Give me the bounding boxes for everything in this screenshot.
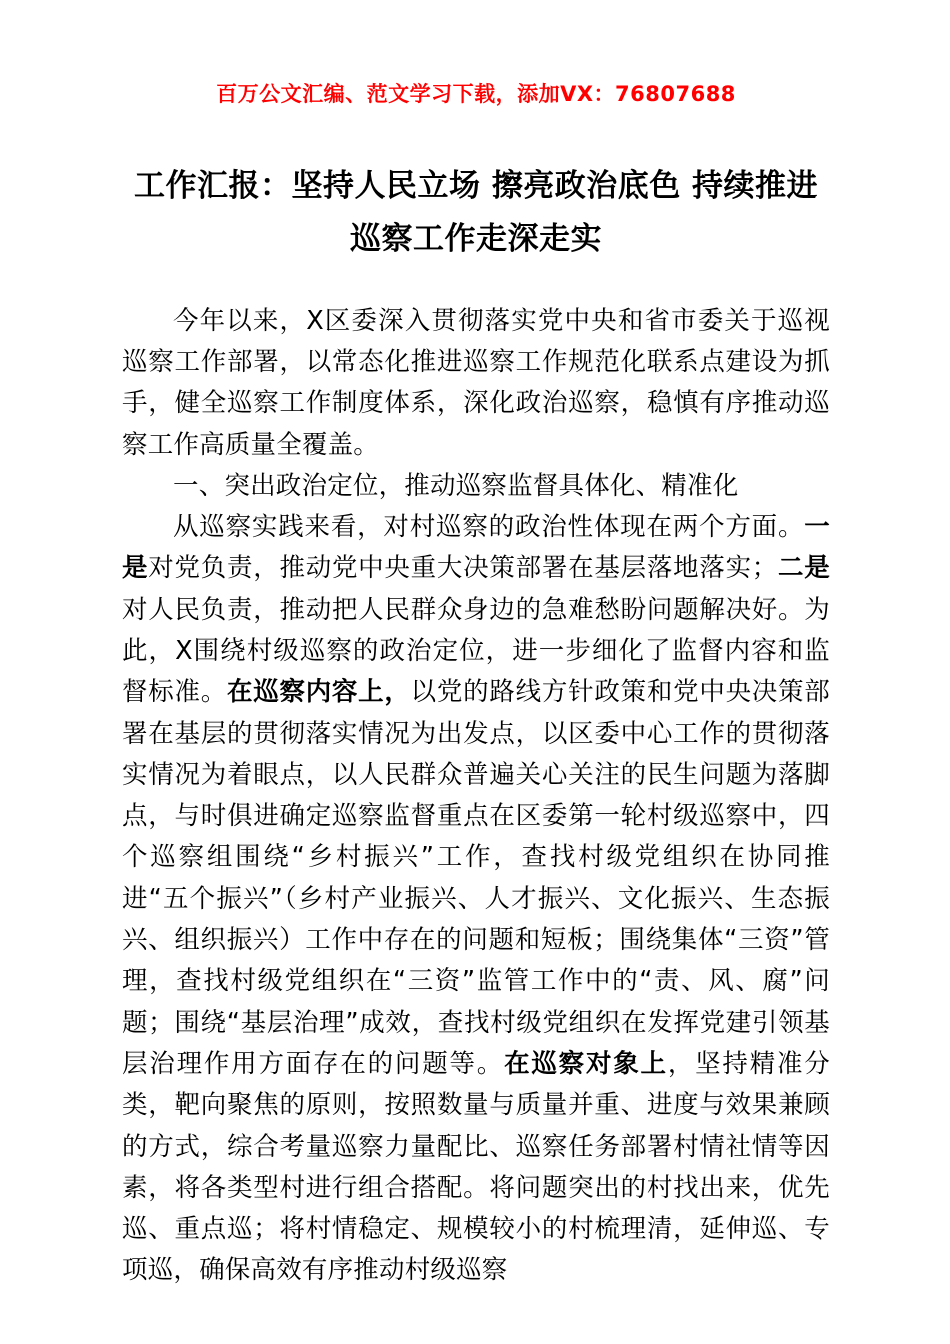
emphasis-run: 二是 xyxy=(777,553,830,584)
text-run: 对党负责，推动党中央重大决策部署在基层落地落实； xyxy=(148,553,778,584)
text-run: 对人民负责，推动把人民群众身边的急难愁盼问题解决好。为此，X围绕村级巡察的政治定位，进一步细化了监督内容和监督标准。 xyxy=(122,594,830,708)
document-body xyxy=(122,301,830,1292)
emphasis-run: 在巡察对象上 xyxy=(504,1048,668,1079)
page-title: 工作汇报：坚持人民立场 擦亮政治底色 持续推进巡察工作走深走实 xyxy=(133,168,819,258)
emphasis-run: 在巡察内容上， xyxy=(226,677,411,708)
paragraph-2 xyxy=(122,466,830,507)
emphasis-run: 一是 xyxy=(122,512,830,584)
text-run: 从巡察实践来看，对村巡察的政治性体现在两个方面。 xyxy=(173,512,805,543)
watermark-banner: 百万公文汇编、范文学习下载，添加VX：76807688 xyxy=(216,82,736,106)
text-run: 一、突出政治定位，推动巡察监督具体化、精准化 xyxy=(173,470,739,501)
text-run: ，坚持精准分类，靶向聚焦的原则，按照数量与质量并重、进度与效果兼顾的方式，综合考量巡察力量配比、巡察任务部署村情社情等因素，将各类型村进行组合搭配。将问题突出的村找出来，优先巡、重点巡；将村情稳定、规模较小的村梳理清，延伸巡、专项巡，确保高效有序推动村级巡察 xyxy=(122,1048,831,1286)
paragraph-3 xyxy=(122,507,830,1292)
paragraph-1 xyxy=(122,301,830,466)
text-run: 今年以来，X区委深入贯彻落实党中央和省市委关于巡视巡察工作部署，以常态化推进巡察工作规范化联系点建设为抓手，健全巡察工作制度体系，深化政治巡察，稳慎有序推动巡察工作高质量全覆盖。 xyxy=(122,305,830,460)
text-run: 以党的路线方针政策和党中央决策部署在基层的贯彻落实情况为出发点，以区委中心工作的贯彻落实情况为着眼点，以人民群众普遍关心关注的民生问题为落脚点，与时俱进确定巡察监督重点在区委第一轮村级巡察中，四个巡察组围绕“乡村振兴”工作，查找村级党组织在协同推进“五个振兴”（乡村产业振兴、人才振兴、文化振兴、生态振兴、组织振兴）工作中存在的问题和短板；围绕集体“三资”管理，查找村级党组织在“三资”监管工作中的“责、风、腐”问题；围绕“基层治理”成效，查找村级党组织在发挥党建引领基层治理作用方面存在的问题等。 xyxy=(122,677,830,1079)
